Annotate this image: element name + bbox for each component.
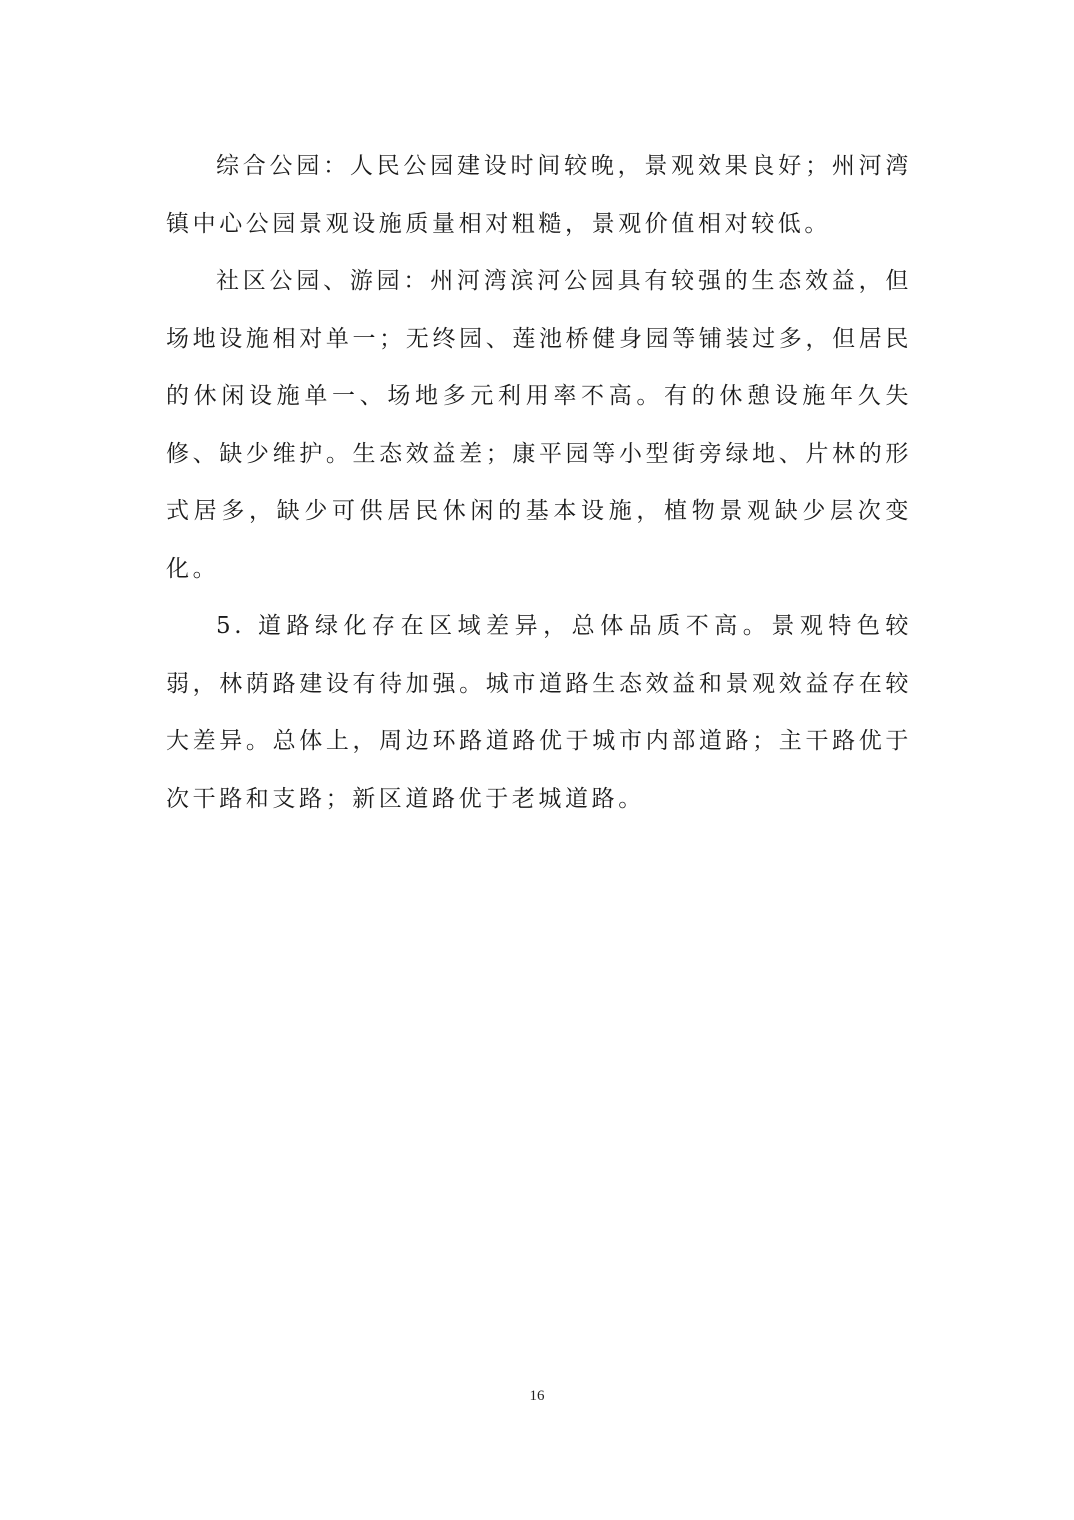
paragraph-road-greening: 5. 道路绿化存在区域差异，总体品质不高。景观特色较弱，林荫路建设有待加强。城市道路生态效益和景观效益存在较大差异。总体上，周边环路道路优于城市内部道路；主干路优于次干路和支路；新区道路优于老城道路。: [166, 613, 912, 812]
page-number: 16: [529, 1388, 545, 1404]
paragraph-comprehensive-parks: 综合公园：人民公园建设时间较晚，景观效果良好；州河湾镇中心公园景观设施质量相对粗糙，景观价值相对较低。: [166, 153, 912, 237]
paragraph-community-parks: 社区公园、游园：州河湾滨河公园具有较强的生态效益，但场地设施相对单一；无终园、莲池桥健身园等铺装过多，但居民的休闲设施单一、场地多元利用率不高。有的休憩设施年久失修、缺少维护。生态效益差；康平园等小型街旁绿地、片林的形式居多，缺少可供居民休闲的基本设施，植物景观缺少层次变化。: [166, 268, 912, 582]
body-text: [166, 138, 912, 828]
